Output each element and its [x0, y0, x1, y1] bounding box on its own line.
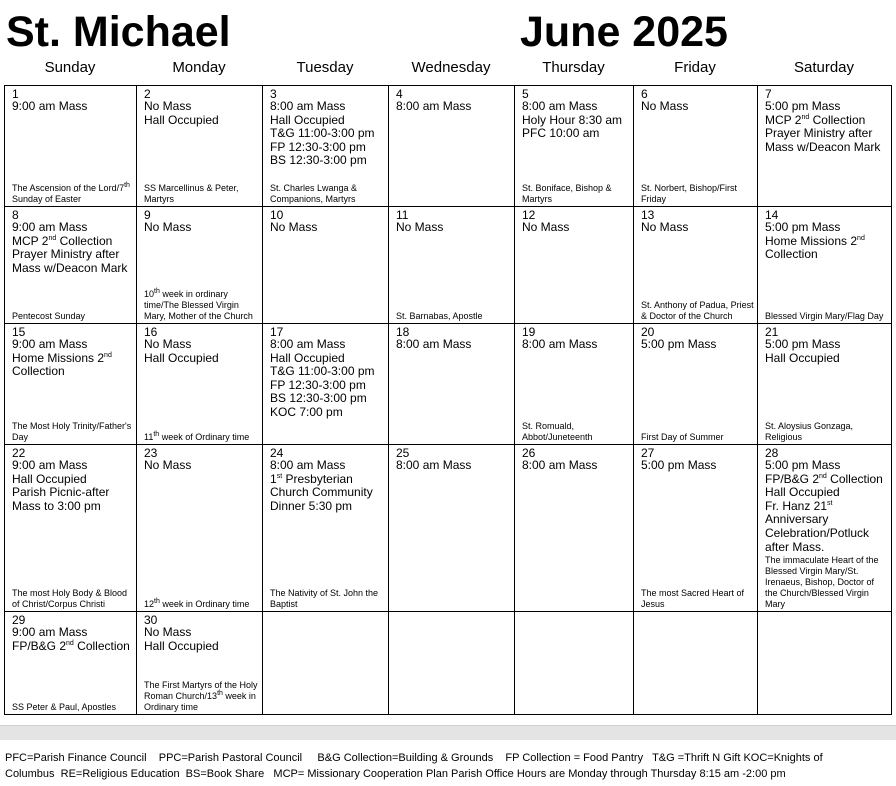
- event-entry: 5:00 pm Mass: [765, 220, 841, 234]
- day-events: [765, 459, 888, 554]
- calendar-day-cell: [137, 324, 263, 445]
- calendar-day-cell: [137, 612, 263, 715]
- day-number: 25: [396, 446, 410, 460]
- calendar-week-row: [5, 86, 892, 207]
- event-entry: FP 12:30-3:00 pm: [270, 377, 366, 392]
- event-entry: No Mass: [641, 220, 689, 234]
- day-events: [12, 626, 133, 653]
- day-number: 30: [144, 613, 158, 627]
- event-entry: Hall Occupied: [144, 638, 219, 653]
- day-events: [396, 221, 511, 235]
- day-number: 3: [270, 87, 277, 101]
- day-events: [144, 100, 259, 127]
- event-entry: 5:00 pm Mass: [641, 337, 717, 351]
- day-events: [144, 221, 259, 235]
- feast-note: 11th week of Ordinary time: [144, 431, 250, 442]
- event-entry: No Mass: [641, 99, 689, 113]
- weekday-friday: Friday: [674, 59, 716, 76]
- day-number: 13: [641, 208, 655, 222]
- event-entry: 5:00 pm Mass: [765, 99, 841, 113]
- day-events: [522, 221, 630, 235]
- day-events: [765, 100, 888, 154]
- event-entry: No Mass: [144, 625, 192, 639]
- day-events: [144, 626, 259, 653]
- feast-note: First Day of Summer: [641, 432, 724, 442]
- event-entry: BS 12:30-3:00 pm: [270, 153, 367, 168]
- event-entry: 5:00 pm Mass: [765, 458, 841, 472]
- calendar-day-cell: [137, 445, 263, 612]
- day-number: 19: [522, 325, 536, 339]
- feast-note: The Most Holy Trinity/Father's Day: [12, 421, 132, 442]
- event-entry: 9:00 am Mass: [12, 220, 88, 234]
- day-number: 24: [270, 446, 284, 460]
- day-events: [270, 100, 385, 168]
- day-number: 6: [641, 87, 648, 101]
- calendar-day-cell: [634, 445, 758, 612]
- day-number: 18: [396, 325, 410, 339]
- feast-note: The First Martyrs of the Holy Roman Church/13th week in Ordinary time: [144, 680, 258, 712]
- calendar-day-cell: [515, 86, 634, 207]
- event-entry: No Mass: [270, 220, 318, 234]
- feast-note: 10th week in ordinary time/The Blessed Virgin Mary, Mother of the Church: [144, 288, 253, 321]
- day-number: 16: [144, 325, 158, 339]
- day-events: [641, 100, 754, 114]
- calendar-grid: [4, 85, 892, 715]
- calendar-day-cell: [263, 207, 389, 324]
- weekday-monday: Monday: [172, 59, 226, 76]
- feast-note: The most Sacred Heart of Jesus: [641, 588, 745, 609]
- calendar-day-cell: [389, 324, 515, 445]
- event-entry: FP/B&G 2nd Collection: [765, 471, 883, 486]
- calendar-day-cell: [389, 445, 515, 612]
- event-entry: Hall Occupied: [765, 350, 840, 365]
- day-number: 21: [765, 325, 779, 339]
- event-entry: No Mass: [522, 220, 570, 234]
- feast-note: Blessed Virgin Mary/Flag Day: [765, 311, 884, 321]
- day-number: 9: [144, 208, 151, 222]
- event-entry: 9:00 am Mass: [12, 99, 88, 113]
- feast-note: The most Holy Body & Blood of Christ/Corpus Christi: [12, 588, 128, 609]
- weekday-saturday: Saturday: [793, 59, 855, 76]
- day-events: [270, 459, 385, 513]
- calendar-day-cell: [758, 86, 892, 207]
- calendar-day-cell: [5, 445, 137, 612]
- event-entry: Hall Occupied: [765, 485, 840, 500]
- event-entry: No Mass: [144, 99, 192, 113]
- day-number: 23: [144, 446, 158, 460]
- day-number: 5: [522, 87, 529, 101]
- legend-line-2: Columbus RE=Religious Education BS=Book Share MCP= Missionary Cooperation Plan Parish Office Hours are Monday through Thursday 8:15 am -2:00 pm: [5, 768, 786, 780]
- feast-note: SS Marcellinus & Peter, Martyrs: [144, 183, 239, 204]
- day-number: 17: [270, 325, 284, 339]
- day-number: 22: [12, 446, 26, 460]
- calendar-day-cell: [263, 445, 389, 612]
- day-events: [641, 221, 754, 235]
- day-number: 12: [522, 208, 536, 222]
- event-entry: Hall Occupied: [270, 350, 345, 365]
- event-entry: No Mass: [144, 220, 192, 234]
- event-entry: FP 12:30-3:00 pm: [270, 139, 366, 154]
- event-entry: No Mass: [144, 337, 192, 351]
- event-entry: 8:00 am Mass: [270, 99, 346, 113]
- legend: [5, 750, 885, 782]
- weekday-tuesday: Tuesday: [296, 59, 354, 76]
- calendar-day-cell: [634, 86, 758, 207]
- event-entry: Home Missions 2nd Collection: [765, 233, 869, 262]
- event-entry: 5:00 pm Mass: [765, 337, 841, 351]
- event-entry: 9:00 am Mass: [12, 337, 88, 351]
- event-entry: Home Missions 2nd Collection: [12, 350, 116, 379]
- calendar-day-cell: [5, 86, 137, 207]
- calendar-day-cell: [758, 324, 892, 445]
- day-number: 26: [522, 446, 536, 460]
- day-number: 8: [12, 208, 19, 222]
- legend-line-1: PFC=Parish Finance Council PPC=Parish Pastoral Council B&G Collection=Building & Grounds FP Collection = Food Pantry T&G =Thrift N Gift KOC=Knights of: [5, 752, 823, 764]
- calendar-day-cell: [515, 324, 634, 445]
- calendar-day-cell: [634, 324, 758, 445]
- calendar-day-cell: [515, 207, 634, 324]
- event-entry: Prayer Ministry after Mass w/Deacon Mark: [765, 126, 881, 154]
- day-events: [270, 338, 385, 420]
- day-number: 29: [12, 613, 26, 627]
- day-events: [144, 338, 259, 365]
- event-entry: KOC 7:00 pm: [270, 404, 343, 419]
- day-events: [522, 338, 630, 352]
- event-entry: Hall Occupied: [144, 350, 219, 365]
- day-number: 27: [641, 446, 655, 460]
- event-entry: Hall Occupied: [270, 112, 345, 127]
- calendar-day-cell: [5, 612, 137, 715]
- day-events: [12, 338, 133, 379]
- day-number: 11: [396, 208, 409, 222]
- day-events: [396, 100, 511, 114]
- day-events: [12, 221, 133, 275]
- feast-note: Pentecost Sunday: [12, 311, 86, 321]
- feast-note: The immaculate Heart of the Blessed Virgin Mary/St. Irenaeus, Bishop, Doctor of the Church/Blessed Virgin Mary: [765, 555, 879, 609]
- day-events: [641, 338, 754, 352]
- event-entry: Parish Picnic-after Mass to 3:00 pm: [12, 485, 113, 513]
- day-number: 14: [765, 208, 779, 222]
- event-entry: 8:00 am Mass: [396, 458, 472, 472]
- event-entry: 1st Presbyterian Church Community Dinner 5:30 pm: [270, 471, 377, 513]
- calendar-day-cell: [389, 612, 515, 715]
- calendar-day-cell: [634, 612, 758, 715]
- event-entry: BS 12:30-3:00 pm: [270, 391, 367, 406]
- calendar-day-cell: [758, 612, 892, 715]
- day-events: [522, 459, 630, 473]
- month-title: June 2025: [520, 8, 728, 56]
- calendar-day-cell: [389, 207, 515, 324]
- day-number: 20: [641, 325, 655, 339]
- feast-note: SS Peter & Paul, Apostles: [12, 702, 117, 712]
- event-entry: FP/B&G 2nd Collection: [12, 638, 130, 653]
- parish-name: St. Michael: [6, 8, 231, 56]
- day-number: 2: [144, 87, 151, 101]
- event-entry: 8:00 am Mass: [270, 458, 346, 472]
- calendar-day-cell: [137, 207, 263, 324]
- day-events: [270, 221, 385, 235]
- event-entry: Holy Hour 8:30 am: [522, 112, 623, 127]
- day-number: 28: [765, 446, 779, 460]
- calendar-day-cell: [389, 86, 515, 207]
- event-entry: Prayer Ministry after Mass w/Deacon Mark: [12, 247, 128, 275]
- calendar-day-cell: [515, 612, 634, 715]
- day-number: 1: [12, 87, 19, 101]
- event-entry: PFC 10:00 am: [522, 126, 600, 141]
- event-entry: 9:00 am Mass: [12, 458, 88, 472]
- event-entry: MCP 2nd Collection: [12, 233, 113, 248]
- calendar-week-row: [5, 207, 892, 324]
- calendar-day-cell: [5, 324, 137, 445]
- day-number: 10: [270, 208, 284, 222]
- calendar-day-cell: [263, 324, 389, 445]
- calendar-day-cell: [634, 207, 758, 324]
- weekday-sunday: Sunday: [44, 59, 96, 76]
- calendar-day-cell: [263, 86, 389, 207]
- day-events: [12, 459, 133, 513]
- calendar-week-row: [5, 324, 892, 445]
- event-entry: Fr. Hanz 21st Anniversary Celebration/Potluck after Mass.: [765, 498, 873, 554]
- day-events: [396, 338, 511, 352]
- calendar-day-cell: [5, 207, 137, 324]
- calendar-day-cell: [758, 445, 892, 612]
- calendar-day-cell: [263, 612, 389, 715]
- day-events: [522, 100, 630, 141]
- feast-note: St. Romuald, Abbot/Juneteenth: [522, 421, 593, 442]
- weekday-thursday: Thursday: [542, 59, 605, 76]
- calendar-week-row: [5, 612, 892, 715]
- day-events: [144, 459, 259, 473]
- calendar-day-cell: [515, 445, 634, 612]
- event-entry: T&G 11:00-3:00 pm: [270, 364, 375, 379]
- feast-note: St. Charles Lwanga & Companions, Martyrs: [270, 183, 358, 204]
- feast-note: St. Aloysius Gonzaga, Religious: [765, 421, 854, 442]
- feast-note: The Ascension of the Lord/7th Sunday of Easter: [12, 182, 130, 204]
- event-entry: Hall Occupied: [144, 112, 219, 127]
- day-events: [765, 338, 888, 365]
- event-entry: 8:00 am Mass: [396, 337, 472, 351]
- event-entry: 9:00 am Mass: [12, 625, 88, 639]
- calendar-day-cell: [137, 86, 263, 207]
- feast-note: St. Boniface, Bishop & Martyrs: [522, 183, 612, 204]
- footer-band: [0, 725, 896, 740]
- day-number: 15: [12, 325, 26, 339]
- event-entry: MCP 2nd Collection: [765, 112, 866, 127]
- event-entry: T&G 11:00-3:00 pm: [270, 126, 375, 141]
- feast-note: St. Anthony of Padua, Priest & Doctor of the Church: [641, 300, 754, 321]
- calendar-week-row: [5, 445, 892, 612]
- event-entry: 8:00 am Mass: [396, 99, 472, 113]
- day-events: [12, 100, 133, 114]
- event-entry: 8:00 am Mass: [522, 337, 598, 351]
- day-events: [396, 459, 511, 473]
- day-number: 7: [765, 87, 772, 101]
- day-events: [641, 459, 754, 473]
- weekday-wednesday: Wednesday: [411, 59, 491, 76]
- event-entry: 5:00 pm Mass: [641, 458, 717, 472]
- feast-note: The Nativity of St. John the Baptist: [270, 588, 379, 609]
- event-entry: 8:00 am Mass: [270, 337, 346, 351]
- event-entry: Hall Occupied: [12, 471, 87, 486]
- day-events: [765, 221, 888, 262]
- feast-note: St. Barnabas, Apostle: [396, 311, 483, 321]
- calendar-day-cell: [758, 207, 892, 324]
- event-entry: 8:00 am Mass: [522, 99, 598, 113]
- event-entry: 8:00 am Mass: [522, 458, 598, 472]
- feast-note: St. Norbert, Bishop/First Friday: [641, 183, 738, 204]
- feast-note: 12th week in Ordinary time: [144, 598, 250, 609]
- day-number: 4: [396, 87, 403, 101]
- event-entry: No Mass: [144, 458, 192, 472]
- event-entry: No Mass: [396, 220, 444, 234]
